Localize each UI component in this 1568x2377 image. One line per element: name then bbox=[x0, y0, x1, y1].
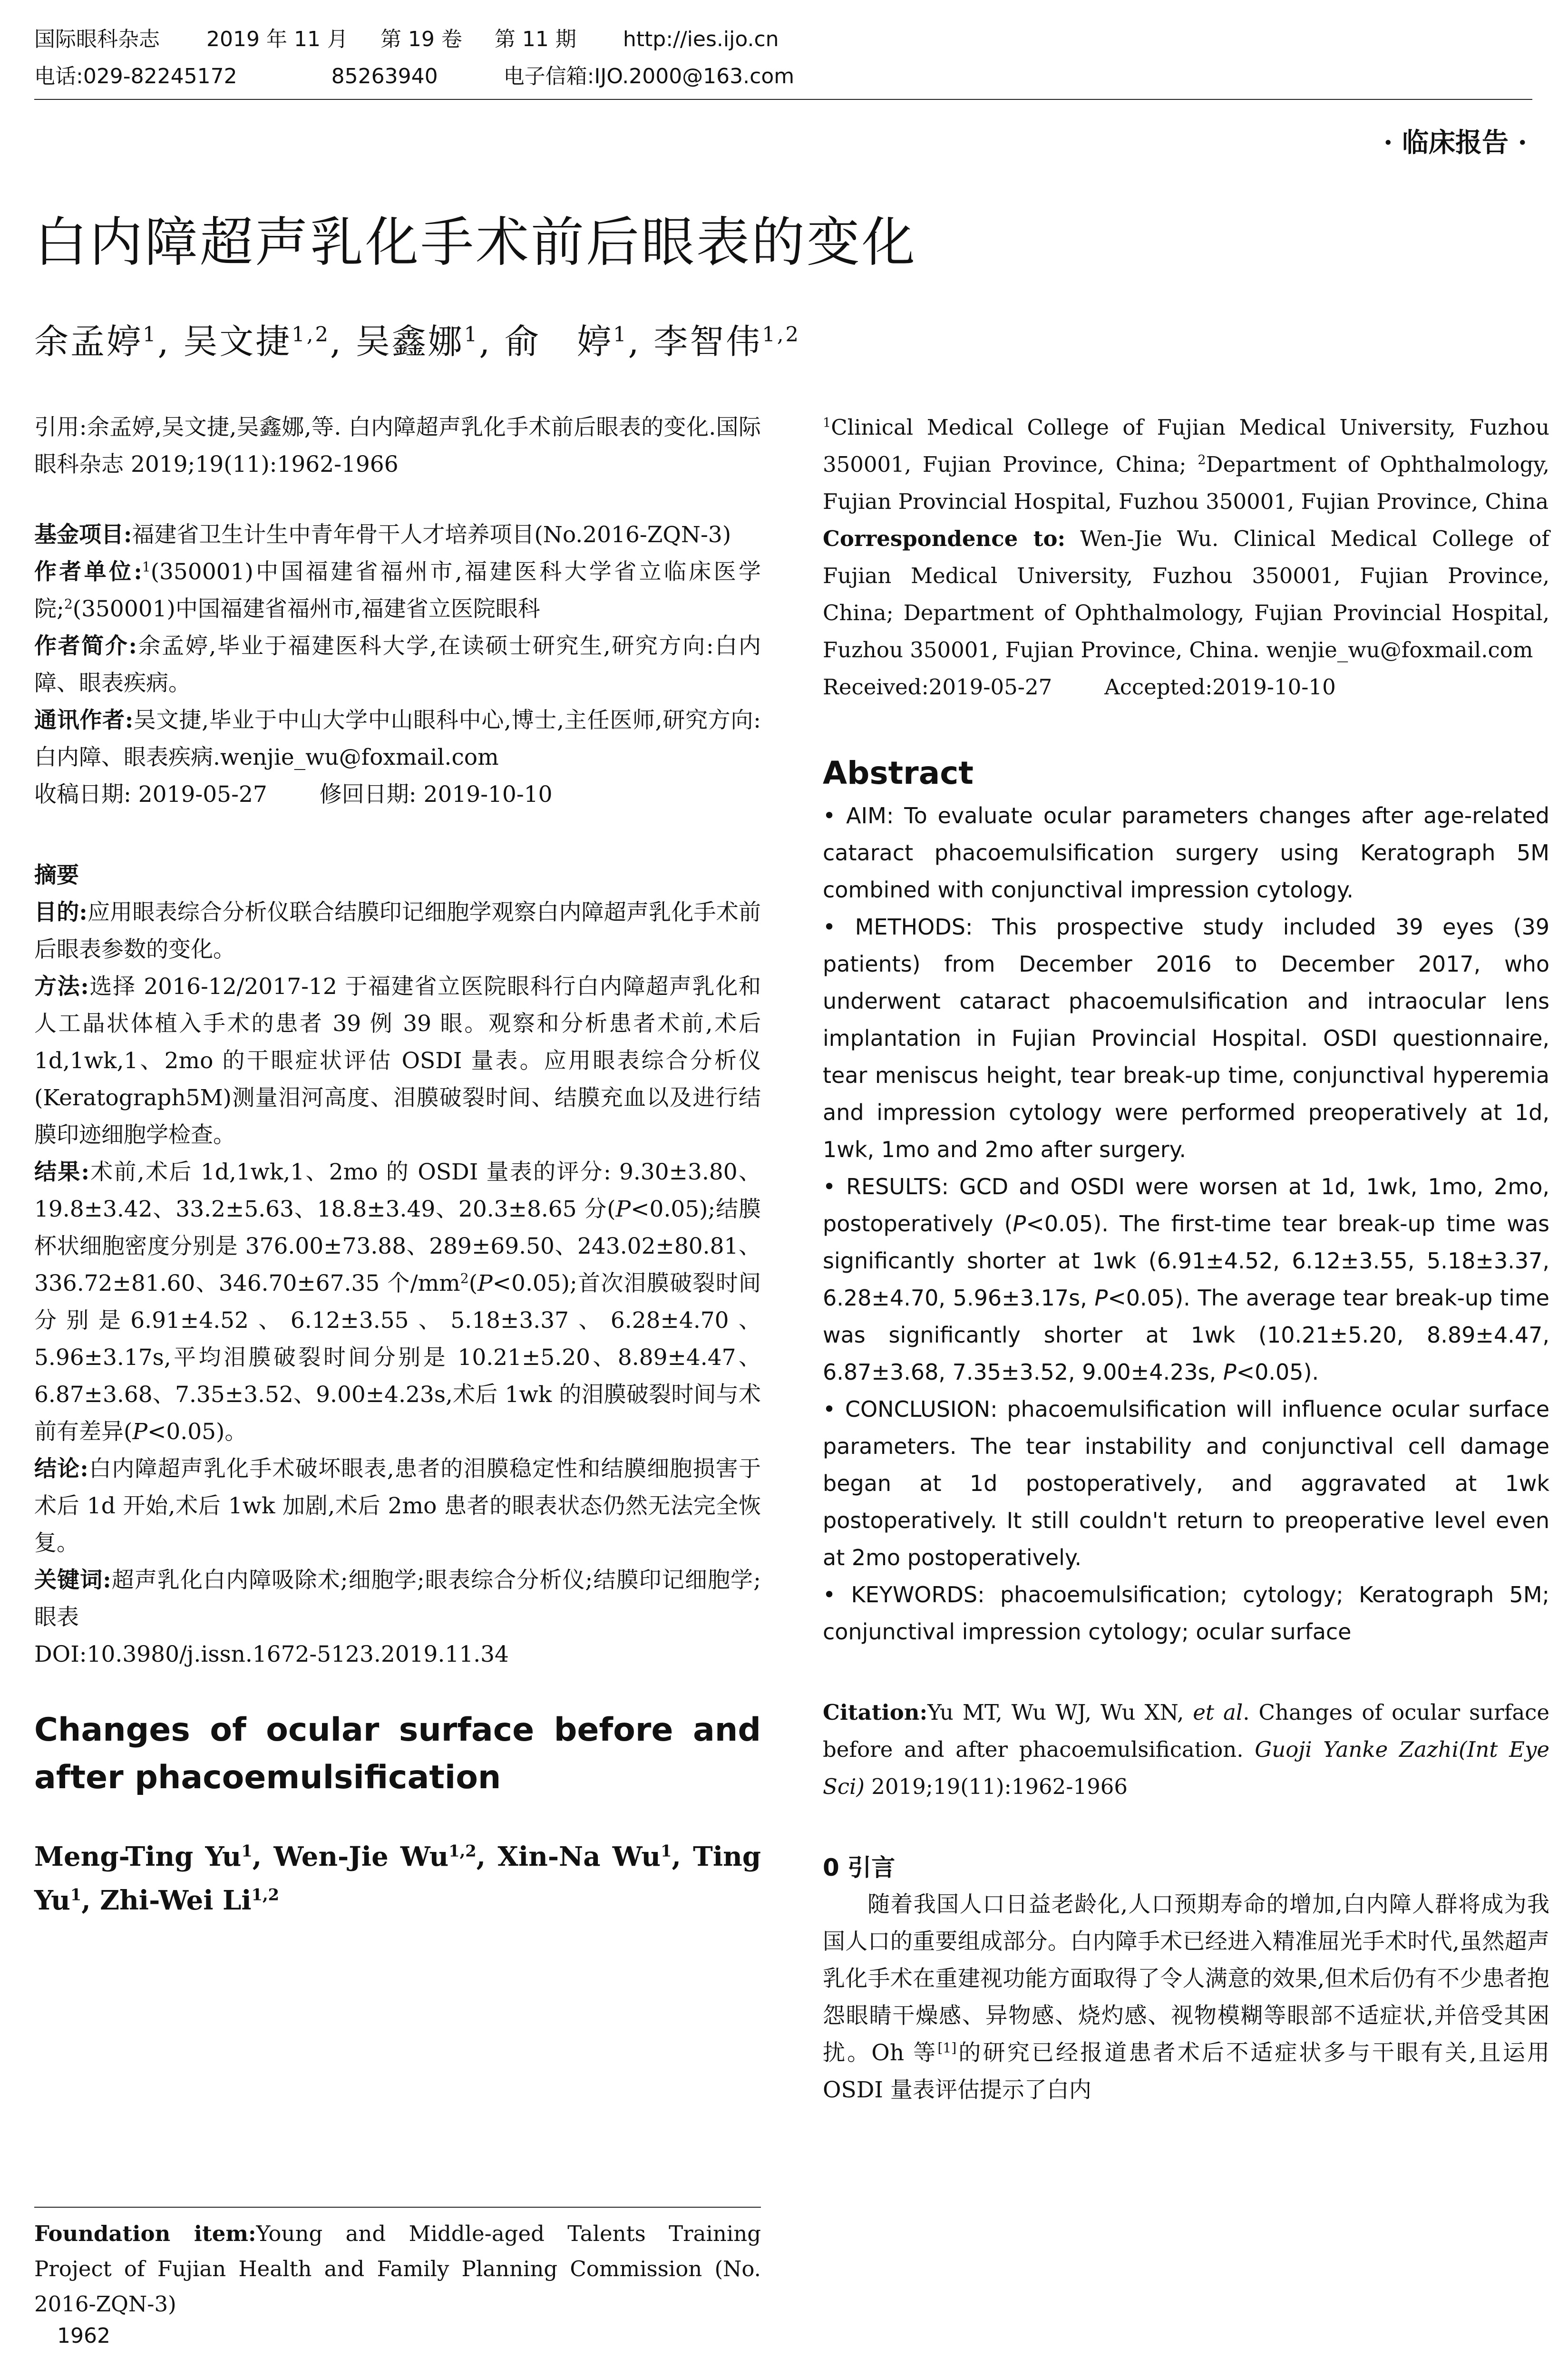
left-column bbox=[34, 409, 761, 1922]
author-affiliation-mark: 1 bbox=[613, 323, 628, 347]
author-name: 俞 婷 bbox=[505, 321, 614, 361]
results-en-label: • RESULTS: bbox=[823, 1174, 949, 1199]
affiliation-paragraph: 作者单位:$^1$(350001)中国福建省福州市,福建医科大学省立临床医学院;$^2$(350001)中国福建省福州市,福建省立医院眼科 bbox=[34, 559, 761, 622]
author-list-en: Meng-Ting Yu$^1$, Wen-Jie Wu$^{1,2}$, Xin-Na Wu$^1$, Ting Yu$^1$, Zhi-Wei Li$^{1,2}$ bbox=[34, 1841, 761, 1916]
journal-url[interactable]: http://ies.ijo.cn bbox=[623, 27, 779, 51]
conclusion-en bbox=[823, 1391, 1549, 1576]
revised-date: 修回日期: 2019-10-10 bbox=[319, 781, 553, 808]
results-text: <0.05)。 bbox=[147, 1419, 247, 1445]
author-name: 吴鑫娜 bbox=[355, 321, 464, 361]
abstract-heading-cn: 摘要 bbox=[34, 862, 79, 888]
volume-number: 第 19 卷 bbox=[380, 27, 462, 51]
keywords-en bbox=[823, 1576, 1549, 1650]
correspondence-label: 通讯作者: bbox=[34, 707, 134, 733]
affiliation-en-1: Clinical Medical College of Fujian Medical University, Fuzhou 350001, Fujian Province, China; bbox=[823, 415, 1549, 477]
author-name: 李智伟 bbox=[653, 321, 762, 361]
journal-email[interactable]: 电子信箱:IJO.2000@163.com bbox=[503, 64, 795, 88]
dates-en bbox=[823, 669, 1549, 706]
aim-label: 目的: bbox=[34, 899, 88, 925]
right-column bbox=[823, 409, 1549, 2109]
article-title: 白内障超声乳化手术前后眼表的变化 bbox=[34, 212, 917, 273]
author-name-en: Xin-Na Wu bbox=[497, 1841, 661, 1872]
p-symbol: P bbox=[1223, 1359, 1237, 1385]
conclusion-text: 白内障超声乳化手术破坏眼表,患者的泪膜稳定性和结膜细胞损害于术后 1d 开始,术后 1wk 加剧,术后 2mo 患者的眼表状态仍然无法完全恢复。 bbox=[34, 1456, 761, 1556]
aim-en bbox=[823, 797, 1549, 908]
keywords-label: 关键词: bbox=[34, 1567, 111, 1593]
bio-label: 作者简介: bbox=[34, 633, 137, 659]
correspondence-en-text: Wen-Jie Wu. Clinical Medical College of Fujian Medical University, Fuzhou 350001, Fujian Province, China; Department of Ophthalmology, Fujian Provincial Hospital, Fuzhou 350001, Fujian Province, China. wenjie_wu@foxmail.com bbox=[823, 526, 1549, 662]
results-paragraph bbox=[34, 1154, 761, 1451]
citation-en-text: 2019;19(11):1962-1966 bbox=[864, 1774, 1128, 1799]
correspondence-en bbox=[823, 520, 1549, 669]
bio-paragraph bbox=[34, 628, 761, 702]
journal-contact-line bbox=[34, 59, 794, 89]
conclusion-en-text: phacoemulsification will influence ocular surface parameters. The tear instability and conjunctival cell damage began at 1d postoperatively, and aggravated at 1wk postoperatively. It still couldn't return to preoperative level even at 2mo postoperatively. bbox=[823, 1396, 1550, 1570]
correspondence-en-label: Correspondence to: bbox=[823, 526, 1066, 551]
aim-en-text: To evaluate ocular parameters changes after age-related cataract phacoemulsification surgery using Keratograph 5M combined with conjunctival impression cytology. bbox=[823, 803, 1550, 903]
fund-paragraph bbox=[34, 516, 761, 554]
results-text: <0.05);首次泪膜破裂时间分别是6.91±4.52、6.12±3.55、5.18±3.37、6.28±4.70、5.96±3.17s,平均泪膜破裂时间分别是 10.21±5.20、8.89±4.47、6.87±3.68、7.35±3.52、9.00±4.23s,术后 1wk 的泪膜破裂时间与术前有差异( bbox=[34, 1270, 761, 1445]
abstract-heading-en: Abstract bbox=[823, 755, 974, 791]
issue-number: 第 11 期 bbox=[494, 27, 576, 51]
conclusion-paragraph bbox=[34, 1451, 761, 1562]
author-name-en: Meng-Ting Yu bbox=[34, 1841, 242, 1872]
author-name: 吴文捷 bbox=[183, 321, 292, 361]
affiliation-1: (350001)中国福建省福州市,福建医科大学省立临床医学院; bbox=[34, 559, 761, 622]
foundation-text: Young and Middle-aged Talents Training Project of Fujian Health and Family Planning Commission (No. 2016-ZQN-3) bbox=[34, 2221, 761, 2317]
author-affiliation-mark: 1 bbox=[143, 323, 158, 347]
intro-text: 随着我国人口日益老龄化,人口预期寿命的增加,白内障人群将成为我国人口的重要组成部分。白内障手术已经进入精准屈光手术时代,虽然超声乳化手术在重建视功能方面取得了令人满意的效果,但术后仍有不少患者抱怨眼睛干燥感、异物感、烧灼感、视物模糊等眼部不适症状,并倍受其困扰。Oh 等 bbox=[823, 1891, 1549, 2066]
keywords-paragraph bbox=[34, 1562, 761, 1636]
affiliation-en-2: Department of Ophthalmology, Fujian Provincial Hospital, Fuzhou 350001, Fujian Province, China bbox=[823, 452, 1550, 514]
citation-en-text: . Changes of ocular surface before and after phacoemulsification. bbox=[823, 1700, 1549, 1762]
p-symbol: P bbox=[1094, 1285, 1108, 1311]
methods-en-text: This prospective study included 39 eyes (39 patients) from December 2016 to December 2017, who underwent cataract phacoemulsification and intraocular lens implantation in Fujian Provincial Hospital. OSDI questionnaire, tear meniscus height, tear break-up time, conjunctival hyperemia and impression cytology were performed preoperatively at 1d, 1wk, 1mo and 2mo after surgery. bbox=[823, 914, 1550, 1162]
keywords-en-text: phacoemulsification; cytology; Keratograph 5M; conjunctival impression cytology; ocular surface bbox=[823, 1582, 1550, 1645]
journal-phone-2: 85263940 bbox=[331, 64, 438, 88]
results-text: ( bbox=[468, 1270, 478, 1296]
methods-label: 方法: bbox=[34, 974, 89, 1000]
foundation-rule bbox=[34, 2207, 761, 2208]
affiliation-2: (350001)中国福建省福州市,福建省立医院眼科 bbox=[72, 596, 540, 622]
intro-paragraph bbox=[823, 1886, 1549, 2109]
reference-mark[interactable]: [1] bbox=[937, 2040, 957, 2056]
author-name-en: Ting Yu bbox=[34, 1841, 761, 1916]
conclusion-en-label: • CONCLUSION: bbox=[823, 1396, 998, 1422]
results-en-text: <0.05). The average tear break-up time was significantly shorter at 1wk (10.21±5.20, 8.89±4.47, 6.87±3.68, 7.35±3.52, 9.00±4.23s, bbox=[823, 1285, 1549, 1385]
foundation-item bbox=[34, 2216, 761, 2322]
citation-en-journal: Guoji Yanke Zazhi(Int Eye Sci) bbox=[823, 1737, 1550, 1799]
bio-text: 余孟婷,毕业于福建医科大学,在读硕士研究生,研究方向:白内障、眼表疾病。 bbox=[34, 633, 761, 696]
citation-en-etal: et al bbox=[1193, 1700, 1243, 1725]
p-symbol: P bbox=[477, 1270, 493, 1296]
results-en-text: <0.05). bbox=[1236, 1359, 1319, 1385]
doi[interactable]: DOI:10.3980/j.issn.1672-5123.2019.11.34 bbox=[34, 1641, 509, 1667]
journal-phone: 电话:029-82245172 bbox=[34, 64, 237, 88]
author-affiliation-mark: 1,2 bbox=[292, 323, 330, 347]
methods-text: 选择 2016-12/2017-12 于福建省立医院眼科行白内障超声乳化和人工晶状体植入手术的患者 39 例 39 眼。观察和分析患者术前,术后 1d,1wk,1、2mo 的干眼症状评估 OSDI 量表。应用眼表综合分析仪(Keratograph5M)测量泪河高度、泪膜破裂时间、结膜充血以及进行结膜印迹细胞学检查。 bbox=[34, 974, 761, 1148]
aim-paragraph bbox=[34, 894, 761, 968]
journal-header-line bbox=[34, 22, 779, 52]
foundation-label: Foundation item: bbox=[34, 2221, 256, 2246]
author-affiliation-mark: 1,2 bbox=[448, 1841, 477, 1861]
author-affiliation-mark: 1 bbox=[70, 1885, 82, 1904]
results-en-text: <0.05). The first-time tear break-up time was significantly shorter at 1wk (6.91±4.52, 6.12±3.55, 5.18±3.37, 6.28±4.70, 5.96±3.17s, bbox=[823, 1211, 1549, 1311]
aim-text: 应用眼表综合分析仪联合结膜印记细胞学观察白内障超声乳化手术前后眼表参数的变化。 bbox=[34, 899, 761, 963]
english-title: Changes of ocular surface before and after phacoemulsification bbox=[34, 1711, 761, 1796]
received-date: 收稿日期: 2019-05-27 bbox=[34, 781, 267, 808]
author-name: 余孟婷 bbox=[34, 321, 143, 361]
journal-name: 国际眼科杂志 bbox=[34, 27, 160, 51]
header-rule bbox=[34, 99, 1532, 100]
author-name-en: Zhi-Wei Li bbox=[100, 1885, 252, 1916]
affiliation-label: 作者单位: bbox=[34, 559, 142, 585]
author-list-cn: 余孟婷$^1$, 吴文捷$^{1,2}$, 吴鑫娜$^1$, 俞 婷$^1$, 李智伟$^{1,2}$ bbox=[34, 321, 801, 361]
author-affiliation-mark: 1,2 bbox=[251, 1885, 280, 1904]
intro-heading: 0 引言 bbox=[823, 1854, 896, 1881]
keywords-en-label: • KEYWORDS: bbox=[823, 1582, 985, 1607]
fund-label: 基金项目: bbox=[34, 522, 132, 548]
results-text: 术前,术后 1d,1wk,1、2mo 的 OSDI 量表的评分: 9.30±3.80、19.8±3.42、33.2±5.63、18.8±3.49、20.3±8.65 分( bbox=[34, 1159, 761, 1222]
results-text: <0.05);结膜杯状细胞密度分别是 376.00±73.88、289±69.50、243.02±80.81、336.72±81.60、346.70±67.35 个/mm bbox=[34, 1196, 761, 1296]
dates-line bbox=[34, 776, 761, 813]
citation-en-text: Yu MT, Wu WJ, Wu XN, bbox=[927, 1700, 1193, 1725]
aim-en-label: • AIM: bbox=[823, 803, 894, 828]
citation-en-label: Citation: bbox=[823, 1700, 928, 1725]
citation-cn: 引用:余孟婷,吴文捷,吴鑫娜,等. 白内障超声乳化手术前后眼表的变化.国际眼科杂志 2019;19(11):1962-1966 bbox=[34, 414, 761, 477]
correspondence-paragraph bbox=[34, 702, 761, 776]
results-en-text: GCD and OSDI were worsen at 1d, 1wk, 1mo, 2mo, postoperatively ( bbox=[823, 1174, 1549, 1237]
methods-paragraph bbox=[34, 968, 761, 1154]
correspondence-text: 吴文捷,毕业于中山大学中山眼科中心,博士,主任医师,研究方向:白内障、眼表疾病.wenjie_wu@foxmail.com bbox=[34, 707, 761, 770]
p-symbol: P bbox=[1013, 1211, 1026, 1237]
author-affiliation-mark: 1,2 bbox=[762, 323, 801, 347]
accepted-en: Accepted:2019-10-10 bbox=[1104, 674, 1336, 700]
received-en: Received:2019-05-27 bbox=[823, 674, 1052, 700]
page-number: 1962 bbox=[57, 2324, 110, 2348]
methods-en bbox=[823, 908, 1549, 1168]
conclusion-label: 结论: bbox=[34, 1456, 88, 1482]
author-affiliation-mark: 1 bbox=[241, 1841, 253, 1861]
author-affiliation-mark: 1 bbox=[661, 1841, 672, 1861]
methods-en-label: • METHODS: bbox=[823, 914, 973, 940]
p-symbol: P bbox=[615, 1196, 631, 1222]
results-label: 结果: bbox=[34, 1159, 89, 1185]
square-superscript: 2 bbox=[460, 1270, 469, 1286]
section-tag: · 临床报告 · bbox=[1383, 127, 1527, 158]
keywords-text: 超声乳化白内障吸除术;细胞学;眼表综合分析仪;结膜印记细胞学;眼表 bbox=[34, 1567, 761, 1630]
results-en bbox=[823, 1168, 1549, 1391]
intro-text: 的研究已经报道患者术后不适症状多与干眼有关,且运用 OSDI 量表评估提示了白内 bbox=[823, 2040, 1549, 2103]
author-name-en: Wen-Jie Wu bbox=[273, 1841, 449, 1872]
p-symbol: P bbox=[132, 1419, 147, 1445]
fund-text: 福建省卫生计生中青年骨干人才培养项目(No.2016-ZQN-3) bbox=[132, 522, 731, 548]
author-affiliation-mark: 1 bbox=[464, 323, 479, 347]
affiliation-en: $^1$Clinical Medical College of Fujian Medical University, Fuzhou 350001, Fujian Province, China; $^2$Department of Ophthalmology, Fujian Provincial Hospital, Fuzhou 350001, Fujian Province, China bbox=[823, 415, 1550, 514]
issue-date: 2019 年 11 月 bbox=[206, 27, 348, 51]
citation-en bbox=[823, 1694, 1549, 1805]
